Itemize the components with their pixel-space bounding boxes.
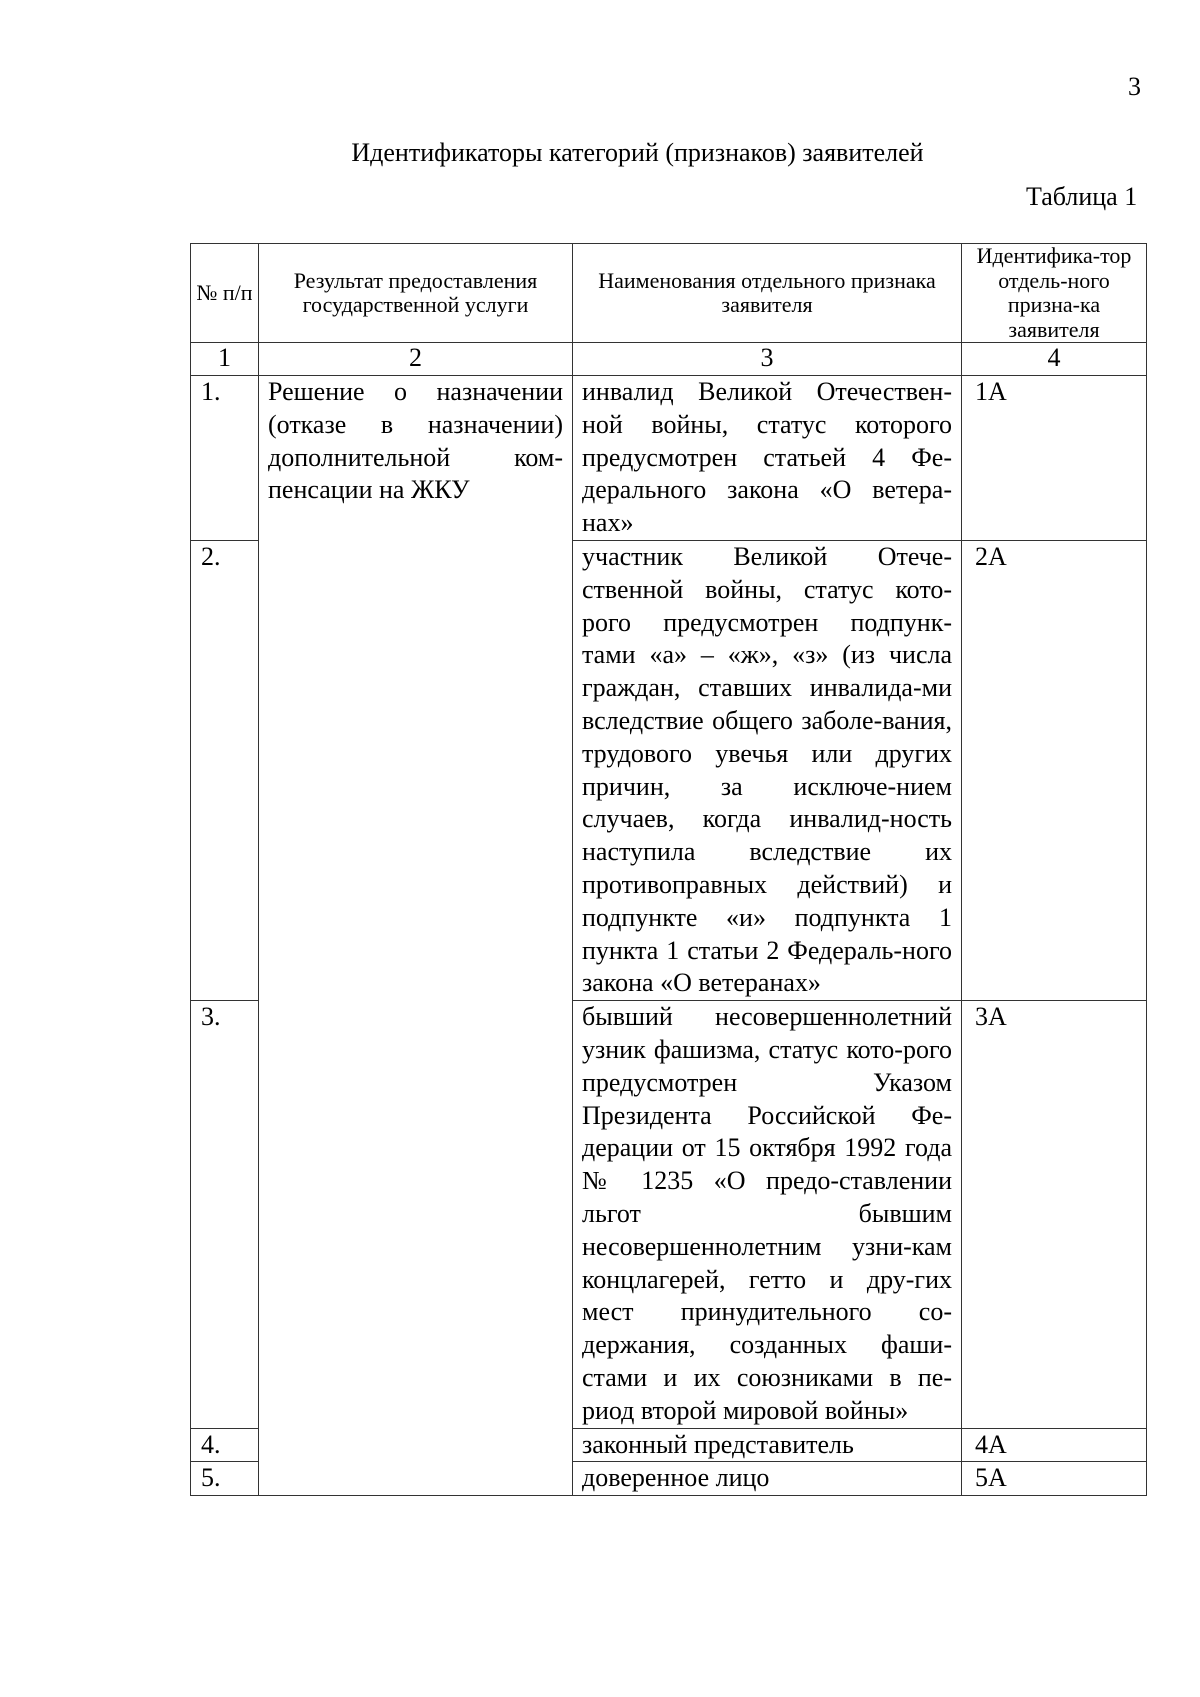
row-description: участник Великой Отече-ственной войны, статус кото-рого предусмотрен подпунк-тами «а» – «ж», «з» (из числа граждан, ставших инвалида-ми вследствие общего заболе-вания, трудового увечья или других причин, за исключе-нием случаев, когда инвалид-ность наступила вследствие их противоправных действий) и подпункте «и» подпункта 1 пункта 1 статьи 2 Федераль-ного закона «О ветеранах» [573, 540, 962, 1000]
row-description: бывший несовершеннолетний узник фашизма, статус кото-рого предусмотрен Указом Президента Российской Фе-дерации от 15 октября 1992 года № 1235 «О предо-ставлении льгот бывшим несовершеннолетним узни-кам концлагерей, гетто и дру-гих мест принудительного со-держания, созданных фаши-стами и их союзниками в пе-риод второй мировой войны» [573, 1001, 962, 1428]
column-number-1: 1 [191, 343, 259, 376]
header-result: Результат предоставления государственной услуги [259, 244, 573, 343]
table-row [191, 376, 1147, 541]
page-number: 3 [1128, 72, 1141, 101]
row-number: 4. [191, 1428, 259, 1462]
header-number: № п/п [191, 244, 259, 343]
row-description: доверенное лицо [573, 1462, 962, 1496]
row-identifier: 1А [962, 376, 1147, 541]
row-identifier: 4А [962, 1428, 1147, 1462]
identifiers-table [190, 243, 1147, 1496]
table-header-row [191, 244, 1147, 343]
header-identifier: Идентифика-тор отдель-ного призна-ка заявителя [962, 244, 1147, 343]
row-identifier: 5А [962, 1462, 1147, 1496]
row-number: 2. [191, 540, 259, 1000]
row-description: инвалид Великой Отечествен-ной войны, статус которого предусмотрен статьей 4 Фе-дерального закона «О ветера-нах» [573, 376, 962, 541]
column-number-2: 2 [259, 343, 573, 376]
row-identifier: 2А [962, 540, 1147, 1000]
column-number-3: 3 [573, 343, 962, 376]
row-number: 1. [191, 376, 259, 541]
document-title: Идентификаторы категорий (признаков) заявителей [351, 138, 924, 167]
table-caption: Таблица 1 [1026, 182, 1138, 211]
result-cell: Решение о назначении (отказе в назначении) дополнительной ком-пенсации на ЖКУ [259, 376, 573, 1496]
row-description: законный представитель [573, 1428, 962, 1462]
row-number: 3. [191, 1001, 259, 1428]
header-description: Наименования отдельного признака заявителя [573, 244, 962, 343]
column-number-row [191, 343, 1147, 376]
column-number-4: 4 [962, 343, 1147, 376]
row-identifier: 3А [962, 1001, 1147, 1428]
row-number: 5. [191, 1462, 259, 1496]
